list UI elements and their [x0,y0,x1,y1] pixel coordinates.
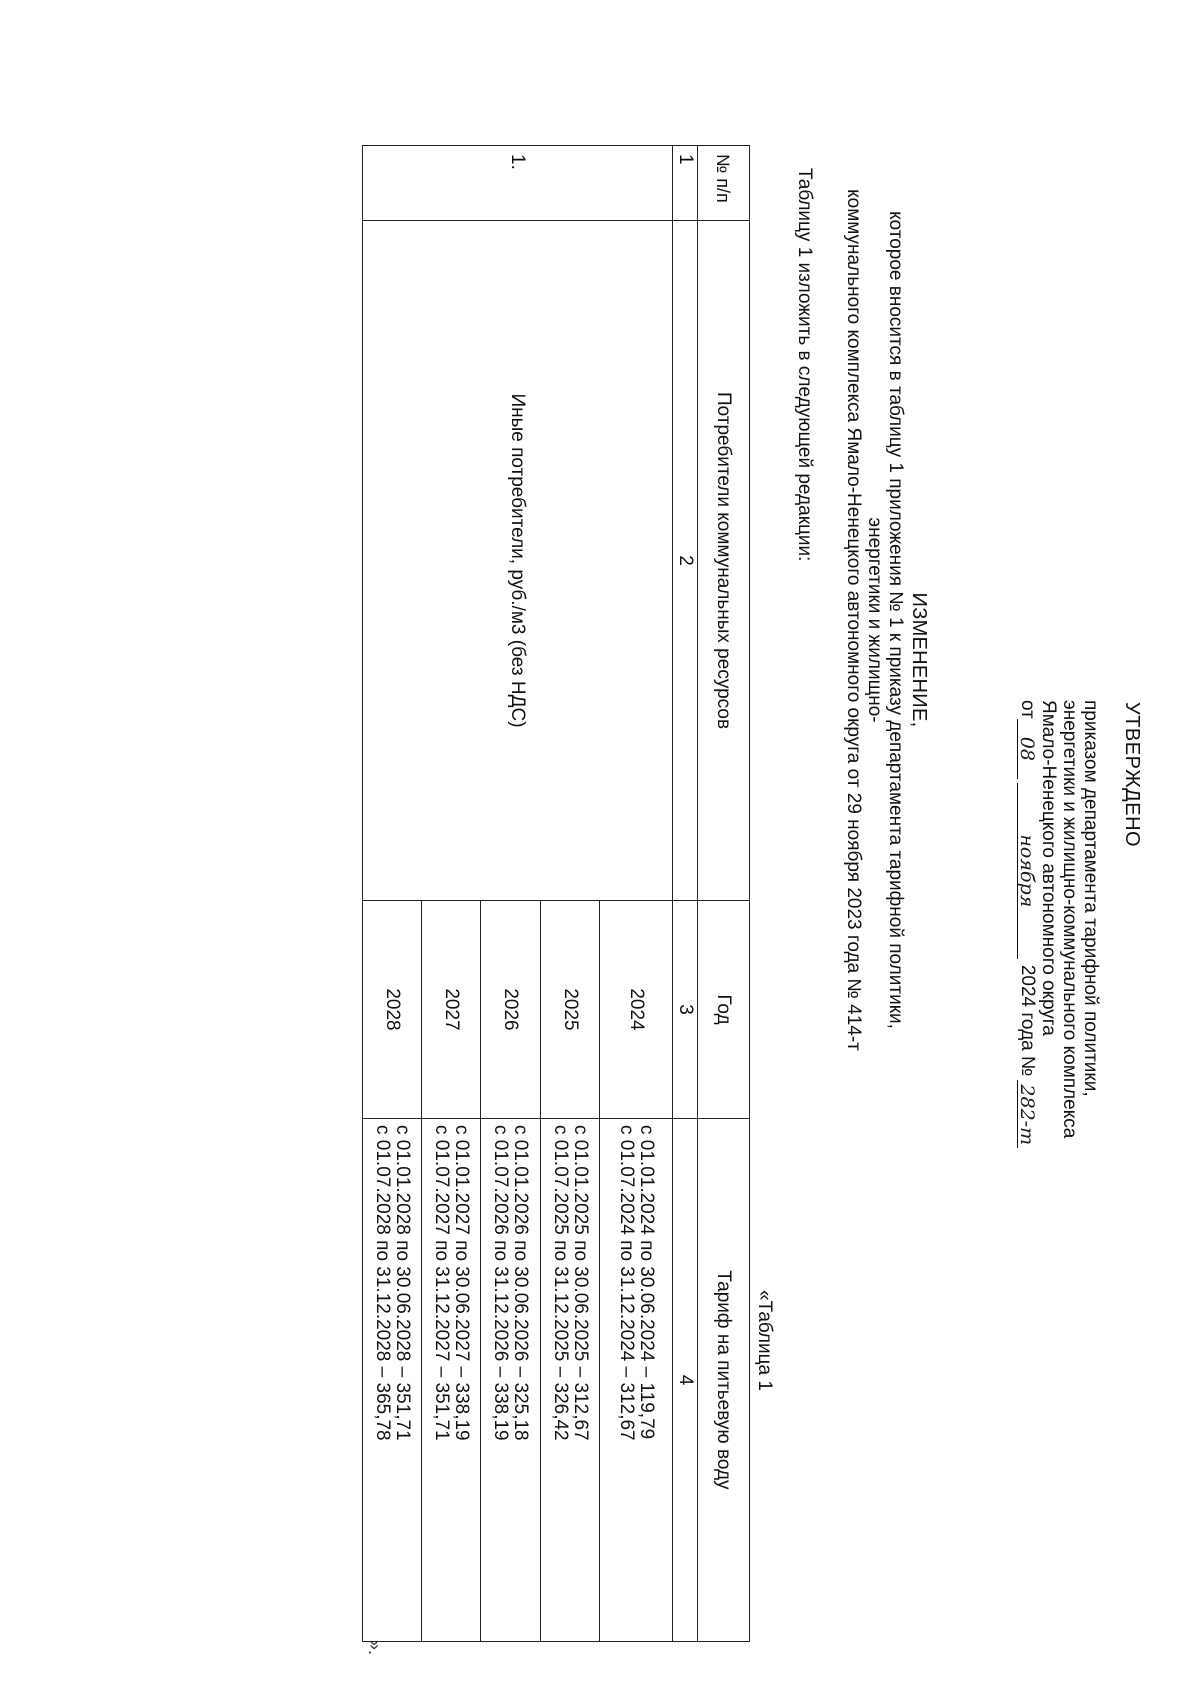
tariff-cell [481,1119,540,1642]
approval-date-line [1017,700,1038,1200]
tariff-line: с 01.01.2028 по 30.06.2028 – 351,71 [392,1125,414,1441]
header-cell-consumers: Потребители коммунальных ресурсов [697,221,749,901]
tariff-line: с 01.01.2026 по 30.06.2026 – 325,18 [510,1125,532,1441]
column-number-cell: 1 [672,146,697,221]
header-cell-tariff: Тариф на питьевую воду [697,1119,749,1642]
approval-stamp-block [1017,700,1142,1200]
tariff-cell [363,1119,422,1642]
column-number-cell: 3 [672,901,697,1119]
column-number-row [672,146,697,1642]
tariff-cell [599,1119,672,1642]
tariff-cell [540,1119,599,1642]
header-cell-num: № п/п [697,146,749,221]
handwritten-day: 08 [1017,719,1036,779]
tariff-line: с 01.01.2027 по 30.06.2027 – 338,19 [451,1125,473,1441]
tariff-cell [422,1119,481,1642]
tariff-line: с 01.07.2026 по 31.12.2026 – 338,19 [490,1125,512,1441]
tariff-line: с 01.01.2025 по 30.06.2025 – 312,67 [569,1125,591,1441]
approval-title: УТВЕРЖДЕНО [1121,702,1143,848]
tariff-table [362,145,750,1642]
tariff-line: с 01.01.2024 по 30.06.2024 – 119,79 [635,1125,657,1440]
change-subtitle [843,170,906,1070]
year-cell: 2027 [422,901,481,1119]
consumer-cell: Иные потребители, руб./м3 (без НДС) [363,221,673,901]
table-header-row [697,146,749,1642]
date-prefix: от [1017,700,1038,719]
tariff-line: с 01.07.2024 по 31.12.2024 – 312,67 [615,1125,637,1441]
closing-quote-mark: ». [365,1640,385,1656]
approval-line: энергетики и жилищно-коммунального комплекса [1059,700,1080,1139]
year-cell: 2028 [363,901,422,1119]
handwritten-order-number: 282-т [1017,1080,1036,1148]
table-row [599,146,672,1642]
year-cell: 2025 [540,901,599,1119]
date-suffix: 2024 года № [1017,964,1038,1077]
column-number-cell: 4 [672,1119,697,1642]
tariff-line: с 01.07.2028 по 31.12.2028 – 365,78 [372,1125,394,1441]
column-number-cell: 2 [672,221,697,901]
tariff-line: с 01.07.2027 по 31.12.2027 – 351,71 [431,1125,453,1441]
instruction-text: Таблицу 1 изложить в следующей редакции: [794,168,815,562]
table-caption: «Таблица 1 [754,1290,775,1391]
change-subtitle-line: коммунального комплекса Ямало-Ненецкого автономного округа от 29 ноября 2023 года № 414-т [843,189,864,1051]
header-cell-year: Год [697,901,749,1119]
year-cell: 2024 [599,901,672,1119]
change-subtitle-line: которое вносится в таблицу 1 приложения № 1 к приказу департамента тарифной политики, энергетики и жилищно- [864,211,906,1029]
year-cell: 2026 [481,901,540,1119]
approval-line: приказом департамента тарифной политики, [1080,700,1101,1097]
approval-line: Ямало-Ненецкого автономного округа [1038,700,1059,1036]
row-number-cell: 1. [363,146,673,221]
handwritten-month: ноября [1017,783,1036,959]
tariff-line: с 01.07.2025 по 31.12.2025 – 326,42 [549,1125,571,1441]
change-title: ИЗМЕНЕНИЕ, [908,592,930,728]
